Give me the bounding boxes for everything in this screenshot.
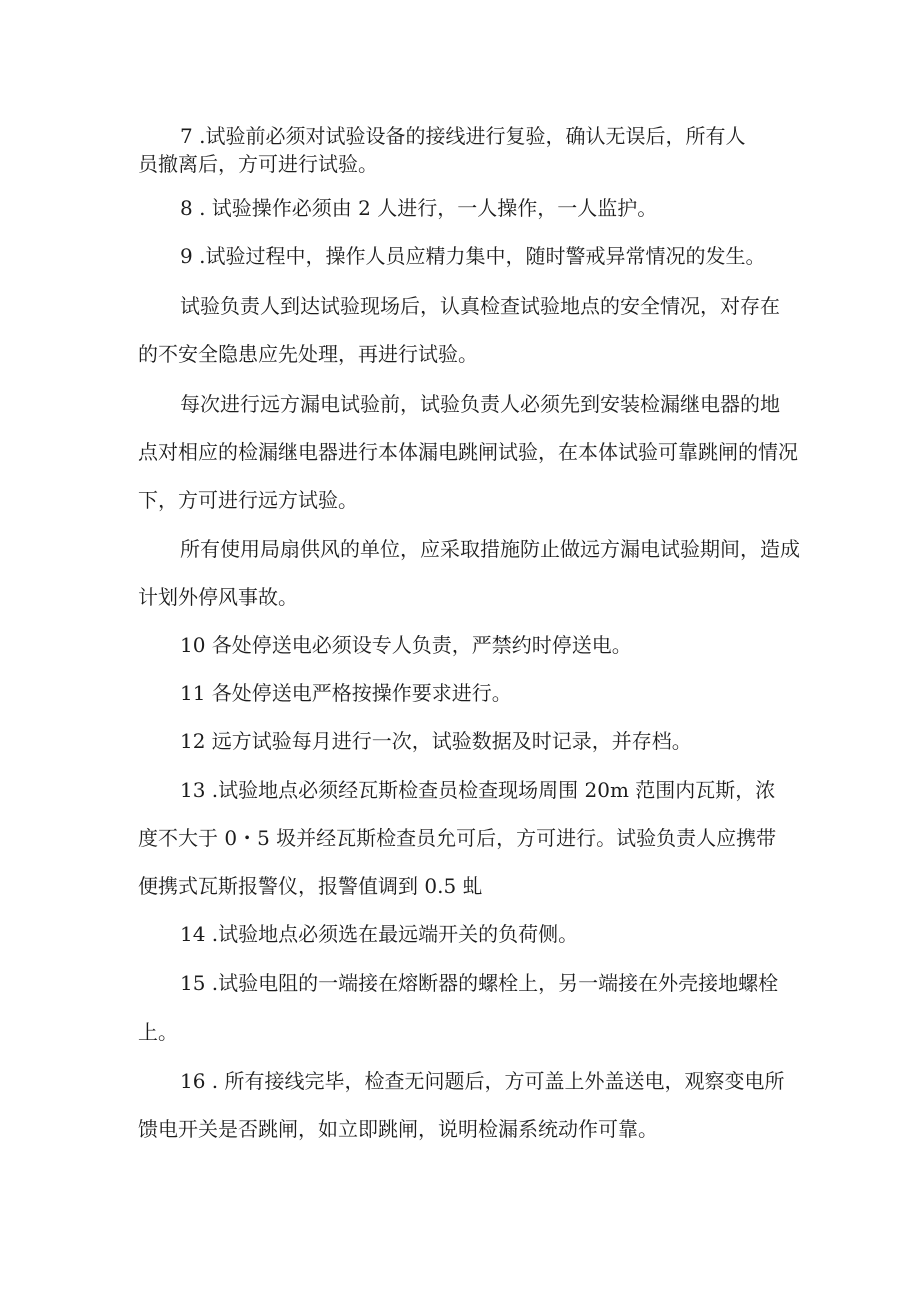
paragraph-fan-line-1: 所有使用局扇供风的单位，应采取措施防止做远方漏电试验期间，造成 xyxy=(180,537,800,561)
item-13-line-3: 便携式瓦斯报警仪，报警值调到 0.5 虬 xyxy=(138,874,483,898)
item-9-line-1: 9 .试验过程中，操作人员应精力集中，随时警戒异常情况的发生。 xyxy=(180,244,766,268)
item-15-line-1: 15 .试验电阻的一端接在熔断器的螺栓上，另一端接在外壳接地螺栓 xyxy=(180,971,779,995)
item-13-line-2: 度不大于 0・5 圾并经瓦斯检查员允可后，方可进行。试验负责人应携带 xyxy=(138,826,777,850)
item-7-line-2: 员撤离后，方可进行试验。 xyxy=(138,152,378,176)
paragraph-remote-test-line-3: 下，方可进行远方试验。 xyxy=(138,488,358,512)
paragraph-safety-line-2: 的不安全隐患应先处理，再进行试验。 xyxy=(138,342,478,366)
paragraph-fan-line-2: 计划外停风事故。 xyxy=(138,585,298,609)
item-16-line-2: 馈电开关是否跳闸，如立即跳闸，说明检漏系统动作可靠。 xyxy=(138,1117,658,1141)
item-10-line-1: 10 各处停送电必须设专人负责，严禁约时停送电。 xyxy=(180,633,632,657)
item-16-line-1: 16 . 所有接线完毕，检查无问题后，方可盖上外盖送电，观察变电所 xyxy=(180,1069,785,1093)
item-7-line-1: 7 .试验前必须对试验设备的接线进行复验，确认无误后，所有人 xyxy=(180,124,746,148)
item-13-line-1: 13 .试验地点必须经瓦斯检查员检查现场周围 20m 范围内瓦斯，浓 xyxy=(180,778,776,802)
item-15-line-2: 上。 xyxy=(138,1020,178,1044)
item-14-line-1: 14 .试验地点必须选在最远端开关的负荷侧。 xyxy=(180,922,579,946)
item-8-line-1: 8 . 试验操作必须由 2 人进行，一人操作，一人监护。 xyxy=(180,196,658,220)
paragraph-safety-line-1: 试验负责人到达试验现场后，认真检查试验地点的安全情况，对存在 xyxy=(180,294,780,318)
item-12-line-1: 12 远方试验每月进行一次，试验数据及时记录，并存档。 xyxy=(180,729,692,753)
paragraph-remote-test-line-1: 每次进行远方漏电试验前，试验负责人必须先到安装检漏继电器的地 xyxy=(180,392,780,416)
paragraph-remote-test-line-2: 点对相应的检漏继电器进行本体漏电跳闸试验，在本体试验可靠跳闸的情况 xyxy=(138,440,798,464)
item-11-line-1: 11 各处停送电严格按操作要求进行。 xyxy=(180,681,512,705)
